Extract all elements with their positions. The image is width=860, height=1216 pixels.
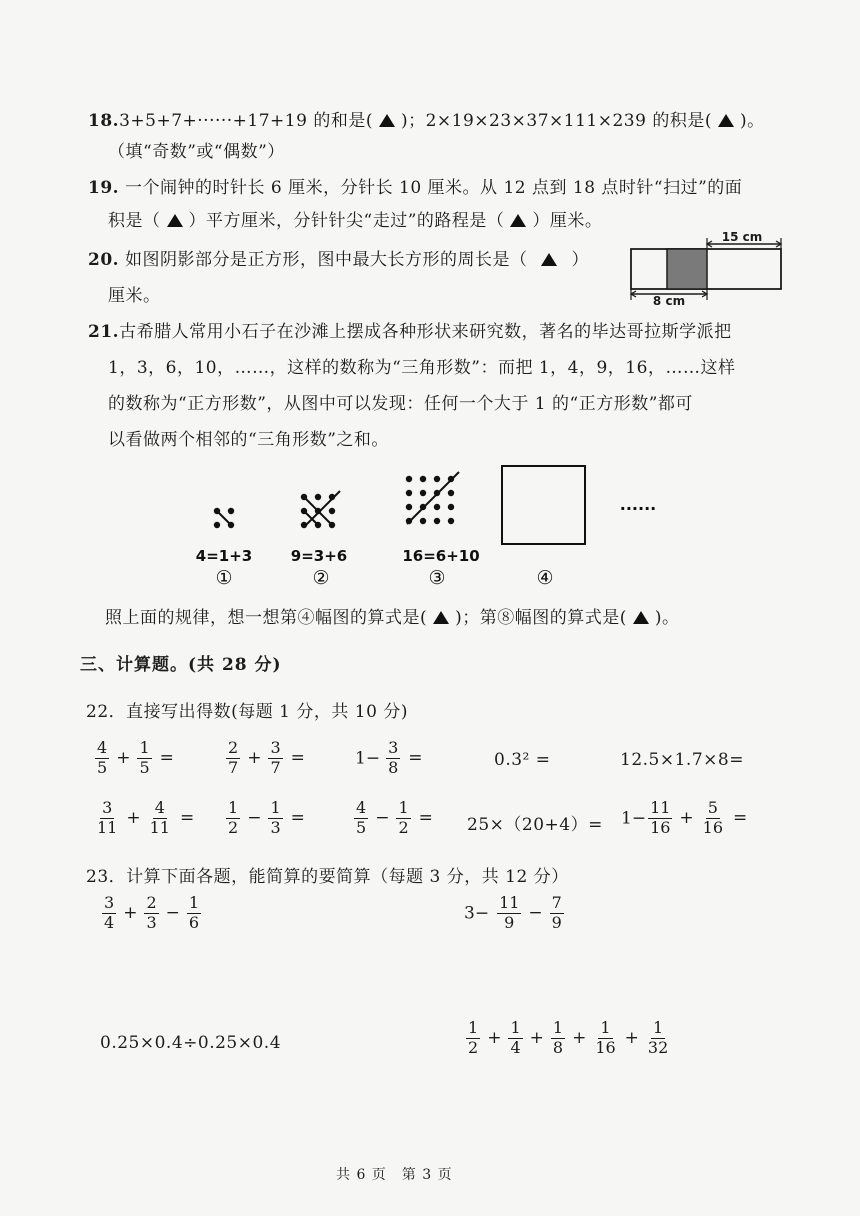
q21-line2: 1，3，6，10，……，这样的数称为“三角形数”：而把 1，4，9，16，……这样: [108, 358, 736, 378]
section-3-heading: 三、计算题。(共 28 分): [80, 655, 282, 675]
q21-line4: 以看做两个相邻的“三角形数”之和。: [108, 430, 389, 450]
answer-triangle-icon: [541, 253, 557, 266]
answer-triangle-icon: [167, 214, 183, 227]
q22-r2-c: $\frac{4}{5}$ − $\frac{1}{2}$ =: [356, 798, 433, 837]
q23-title: 23．计算下面各题，能简算的要简算（每题 3 分，共 12 分）: [86, 867, 569, 887]
figure-3-caption: 16=6+10: [402, 547, 480, 565]
answer-triangle-icon: [510, 214, 526, 227]
answer-triangle-icon: [718, 114, 734, 127]
q18-text-c: )。: [739, 111, 765, 131]
q20-line2: 厘米。: [108, 286, 161, 306]
q19-line2: [108, 206, 602, 231]
q21-question-c: )。: [654, 608, 680, 628]
q18-line1: [88, 106, 765, 131]
q20-number: 20.: [88, 250, 120, 270]
q19-text-2c: ）厘米。: [532, 211, 603, 231]
q19-text-1: 一个闹钟的时针长 6 厘米，分针长 10 厘米。从 12 点到 18 点时针“扫过”的面: [124, 178, 743, 198]
answer-triangle-icon: [433, 611, 449, 624]
q22-r1-e: 12.5×1.7×8=: [620, 750, 744, 770]
answer-triangle-icon: [379, 114, 395, 127]
q20-line1: [88, 245, 589, 270]
figure-4-number: ④: [536, 567, 554, 589]
label-8cm: 8 cm: [652, 294, 686, 308]
shaded-square: [667, 249, 707, 289]
q22-r2-d: 25×（20+4）=: [467, 815, 603, 835]
q20-text-1b: ）: [571, 250, 589, 270]
q22-r1-c: 1− $\frac{3}{8}$ =: [355, 738, 423, 777]
q19-text-2a: 积是（: [108, 211, 161, 231]
q22-title: 22．直接写出得数(每题 1 分，共 10 分): [86, 702, 408, 722]
q18-line2: （填“奇数”或“偶数”）: [108, 142, 285, 162]
figure-2-caption: 9=3+6: [290, 547, 348, 565]
q21-question: [105, 603, 680, 628]
q18-number: 18.: [88, 111, 120, 131]
q18-text-a: 3+5+7+······+17+19 的和是(: [119, 111, 373, 131]
q23-problem-1: $\frac{3}{4}$ + $\frac{2}{3}$ − $\frac{1}{6}$: [104, 893, 200, 932]
q22-r1-b: $\frac{2}{7}$ + $\frac{3}{7}$ =: [228, 738, 305, 777]
q22-r1-d: 0.3² =: [494, 750, 551, 770]
answer-triangle-icon: [633, 611, 649, 624]
page-footer: 共 6 页 第 3 页: [336, 1167, 453, 1183]
q21-text-1: 古希腊人常用小石子在沙滩上摆成各种形状来研究数，著名的毕达哥拉斯学派把: [119, 322, 732, 342]
figure-4-empty-square: [502, 466, 585, 544]
q19-number: 19.: [88, 178, 120, 198]
q21-line3: 的数称为“正方形数”，从图中可以发现：任何一个大于 1 的“正方形数”都可: [108, 394, 693, 414]
q23-problem-2: 3− $\frac{11}{9}$ − $\frac{7}{9}$: [464, 893, 562, 932]
q21-number: 21.: [88, 322, 120, 342]
q23-problem-3: 0.25×0.4÷0.25×0.4: [100, 1033, 282, 1053]
q22-r1-a: $\frac{4}{5}$ + $\frac{1}{5}$ =: [97, 738, 174, 777]
q22-r2-b: $\frac{1}{2}$ − $\frac{1}{3}$ =: [228, 798, 305, 837]
figure-1-number: ①: [215, 567, 233, 589]
q18-text-b: )；2×19×23×37×111×239 的积是(: [400, 111, 712, 131]
q21-dot-figures: [195, 460, 657, 590]
figure-2-dots: [301, 491, 340, 528]
q22-r2-e: 1− $\frac{11}{16}$ + $\frac{5}{16}$ =: [621, 798, 748, 837]
label-15cm: 15 cm: [721, 230, 763, 244]
figure-1-caption: 4=1+3: [195, 547, 253, 565]
q20-text-1a: 如图阴影部分是正方形，图中最大长方形的周长是（: [124, 250, 528, 270]
q21-question-b: )；第⑧幅图的算式是(: [455, 608, 627, 628]
figure-3-number: ③: [428, 567, 446, 589]
figure-2-number: ②: [312, 567, 330, 589]
q19-line1: [88, 173, 742, 198]
q20-rectangle-figure: [622, 230, 792, 308]
q21-line1: [88, 317, 732, 342]
q23-problem-4: $\frac{1}{2}$ + $\frac{1}{4}$ + $\frac{1}{8}$ + $\frac{1}{16}$ + $\frac{1}{32}$: [468, 1018, 669, 1057]
figure-1-dots: [214, 508, 234, 528]
q19-text-2b: ）平方厘米，分针针尖“走过”的路程是（: [188, 211, 505, 231]
q21-question-a: 照上面的规律，想一想第④幅图的算式是(: [105, 608, 428, 628]
figures-ellipsis: ······: [619, 499, 657, 518]
figure-3-dots: [406, 472, 459, 524]
q22-r2-a: $\frac{3}{11}$ + $\frac{4}{11}$ =: [97, 798, 195, 837]
